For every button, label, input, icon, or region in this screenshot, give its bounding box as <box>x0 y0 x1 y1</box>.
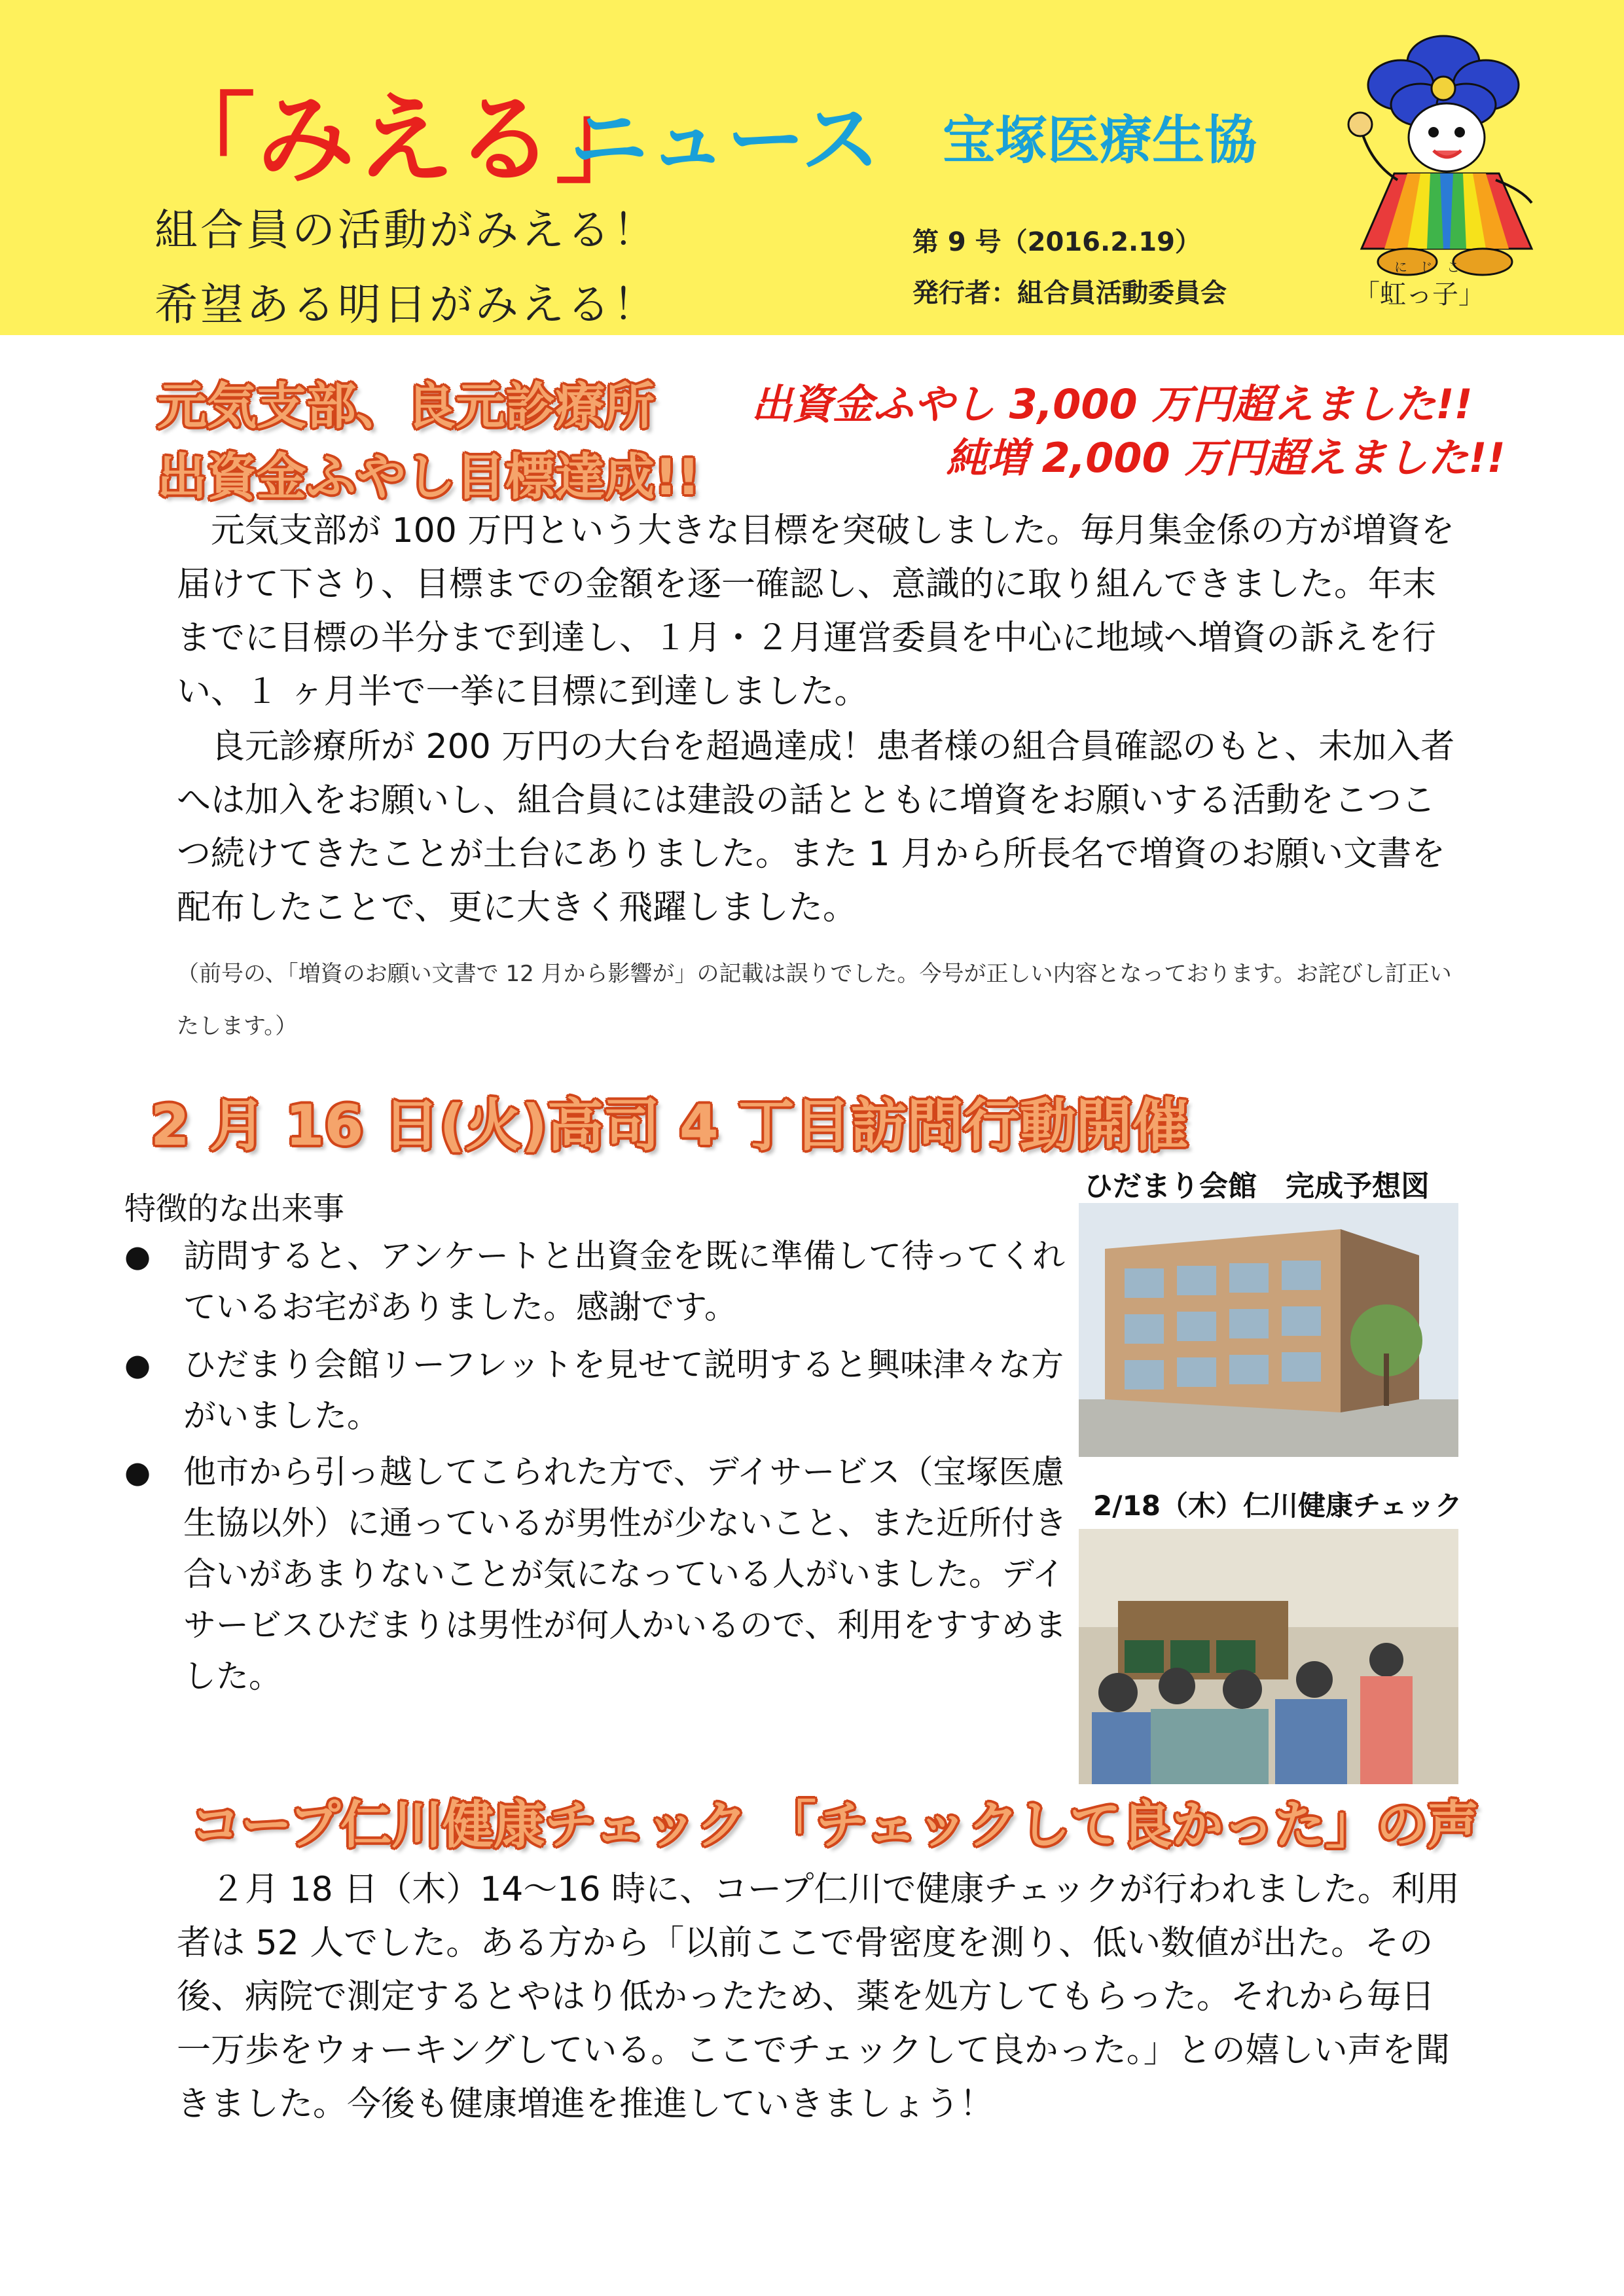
slogan-line-2: 希望ある明日がみえる！ <box>154 279 659 330</box>
health-check-photo <box>1079 1529 1458 1784</box>
mascot-rainbow-icon <box>1335 33 1551 281</box>
publisher: 発行者：組合員活動委員会 <box>912 278 1227 308</box>
bullet-icon: ● <box>124 1238 151 1274</box>
photo2-caption: 2/18（木）仁川健康チェック <box>1093 1490 1462 1522</box>
newsletter-title: 「みえる」 <box>157 83 655 197</box>
features-label: 特徴的な出来事 <box>124 1191 345 1227</box>
list-item-text: ひだまり会館リーフレットを見せて説明すると興味津々な方がいました。 <box>183 1346 1064 1435</box>
article2-heading: 2 月 16 日(火)高司 4 丁目訪問行動開催 <box>151 1093 1189 1158</box>
newsletter-title-news: ニュース <box>569 95 880 186</box>
list-item-text: 他市から引っ越してこられた方で、デイサービス（宝塚医慮生協以外）に通っているが男性が少ないこと、また近所付き合いがあまりないことが気になっている人がいました。デイサービスひだまりは男性が何人かいるので、利用をすすめました。 <box>183 1453 1067 1695</box>
bullet-icon: ● <box>124 1347 151 1382</box>
mascot-name: 「虹っ子」 <box>1354 279 1485 310</box>
mascot-name-ruby: にじこ <box>1394 259 1473 275</box>
highlight-net-increase: 純増 2,000 万円超えました!! <box>947 434 1506 482</box>
slogan-line-1: 組合員の活動がみえる！ <box>154 205 659 255</box>
highlight-total: 出資金ふやし 3,000 万円超えました!! <box>751 380 1473 428</box>
correction-note: （前号の、「増資のお願い文書で 12 月から影響が」の記載は誤りでした。今号が正しい内容となっております。お詫びし訂正いたします。） <box>177 961 1452 1039</box>
bullet-icon: ● <box>124 1454 151 1490</box>
article3-heading: コープ仁川健康チェック 「チェックして良かった」の声 <box>190 1796 1479 1855</box>
list-item-text: 訪問すると、アンケートと出資金を既に準備して待ってくれているお宅がありました。感謝です。 <box>183 1237 1065 1326</box>
building-rendering-image <box>1079 1203 1458 1457</box>
article1-heading-line2: 出資金ふやし目標達成!! <box>157 448 700 506</box>
article3-paragraph: ２月 18 日（木）14〜16 時に、コープ仁川で健康チェックが行われました。利用者は 52 人でした。ある方から「以前ここで骨密度を測り、低い数値が出た。その後、病院で測定するとやはり低かったため、薬を処方してもらった。それから毎日一万歩をウォーキングしている。ここでチェックして良かった。」との嬉しい声を聞きました。今後も健康増進を推進していきましょう！ <box>177 1870 1460 2124</box>
article1-heading-line1: 元気支部、良元診療所 <box>157 377 655 435</box>
article1-paragraph-2: 良元診療所が 200 万円の大台を超過達成！患者様の組合員確認のもと、未加入者へは加入をお願いし、組合員には建設の話とともに増資をお願いする活動をこつこつ続けてきたことが土台にありました。また 1 月から所長名で増資のお願い文書を配布したことで、更に大きく飛躍しました。 <box>177 727 1455 927</box>
article1-paragraph-1: 元気支部が 100 万円という大きな目標を突破しました。毎月集金係の方が増資を届けて下さり、目標までの金額を逐一確認し、意識的に取り組んできました。年末までに目標の半分まで到達し、１月・２月運営委員を中心に地域へ増資の訴えを行い、１ ヶ月半で一挙に目標に到達しました。 <box>177 511 1455 711</box>
issue-number: 第 9 号（2016.2.19） <box>912 227 1201 257</box>
photo1-caption: ひだまり会館 完成予想図 <box>1084 1170 1430 1203</box>
organization-name: 宝塚医療生協 <box>943 110 1257 171</box>
